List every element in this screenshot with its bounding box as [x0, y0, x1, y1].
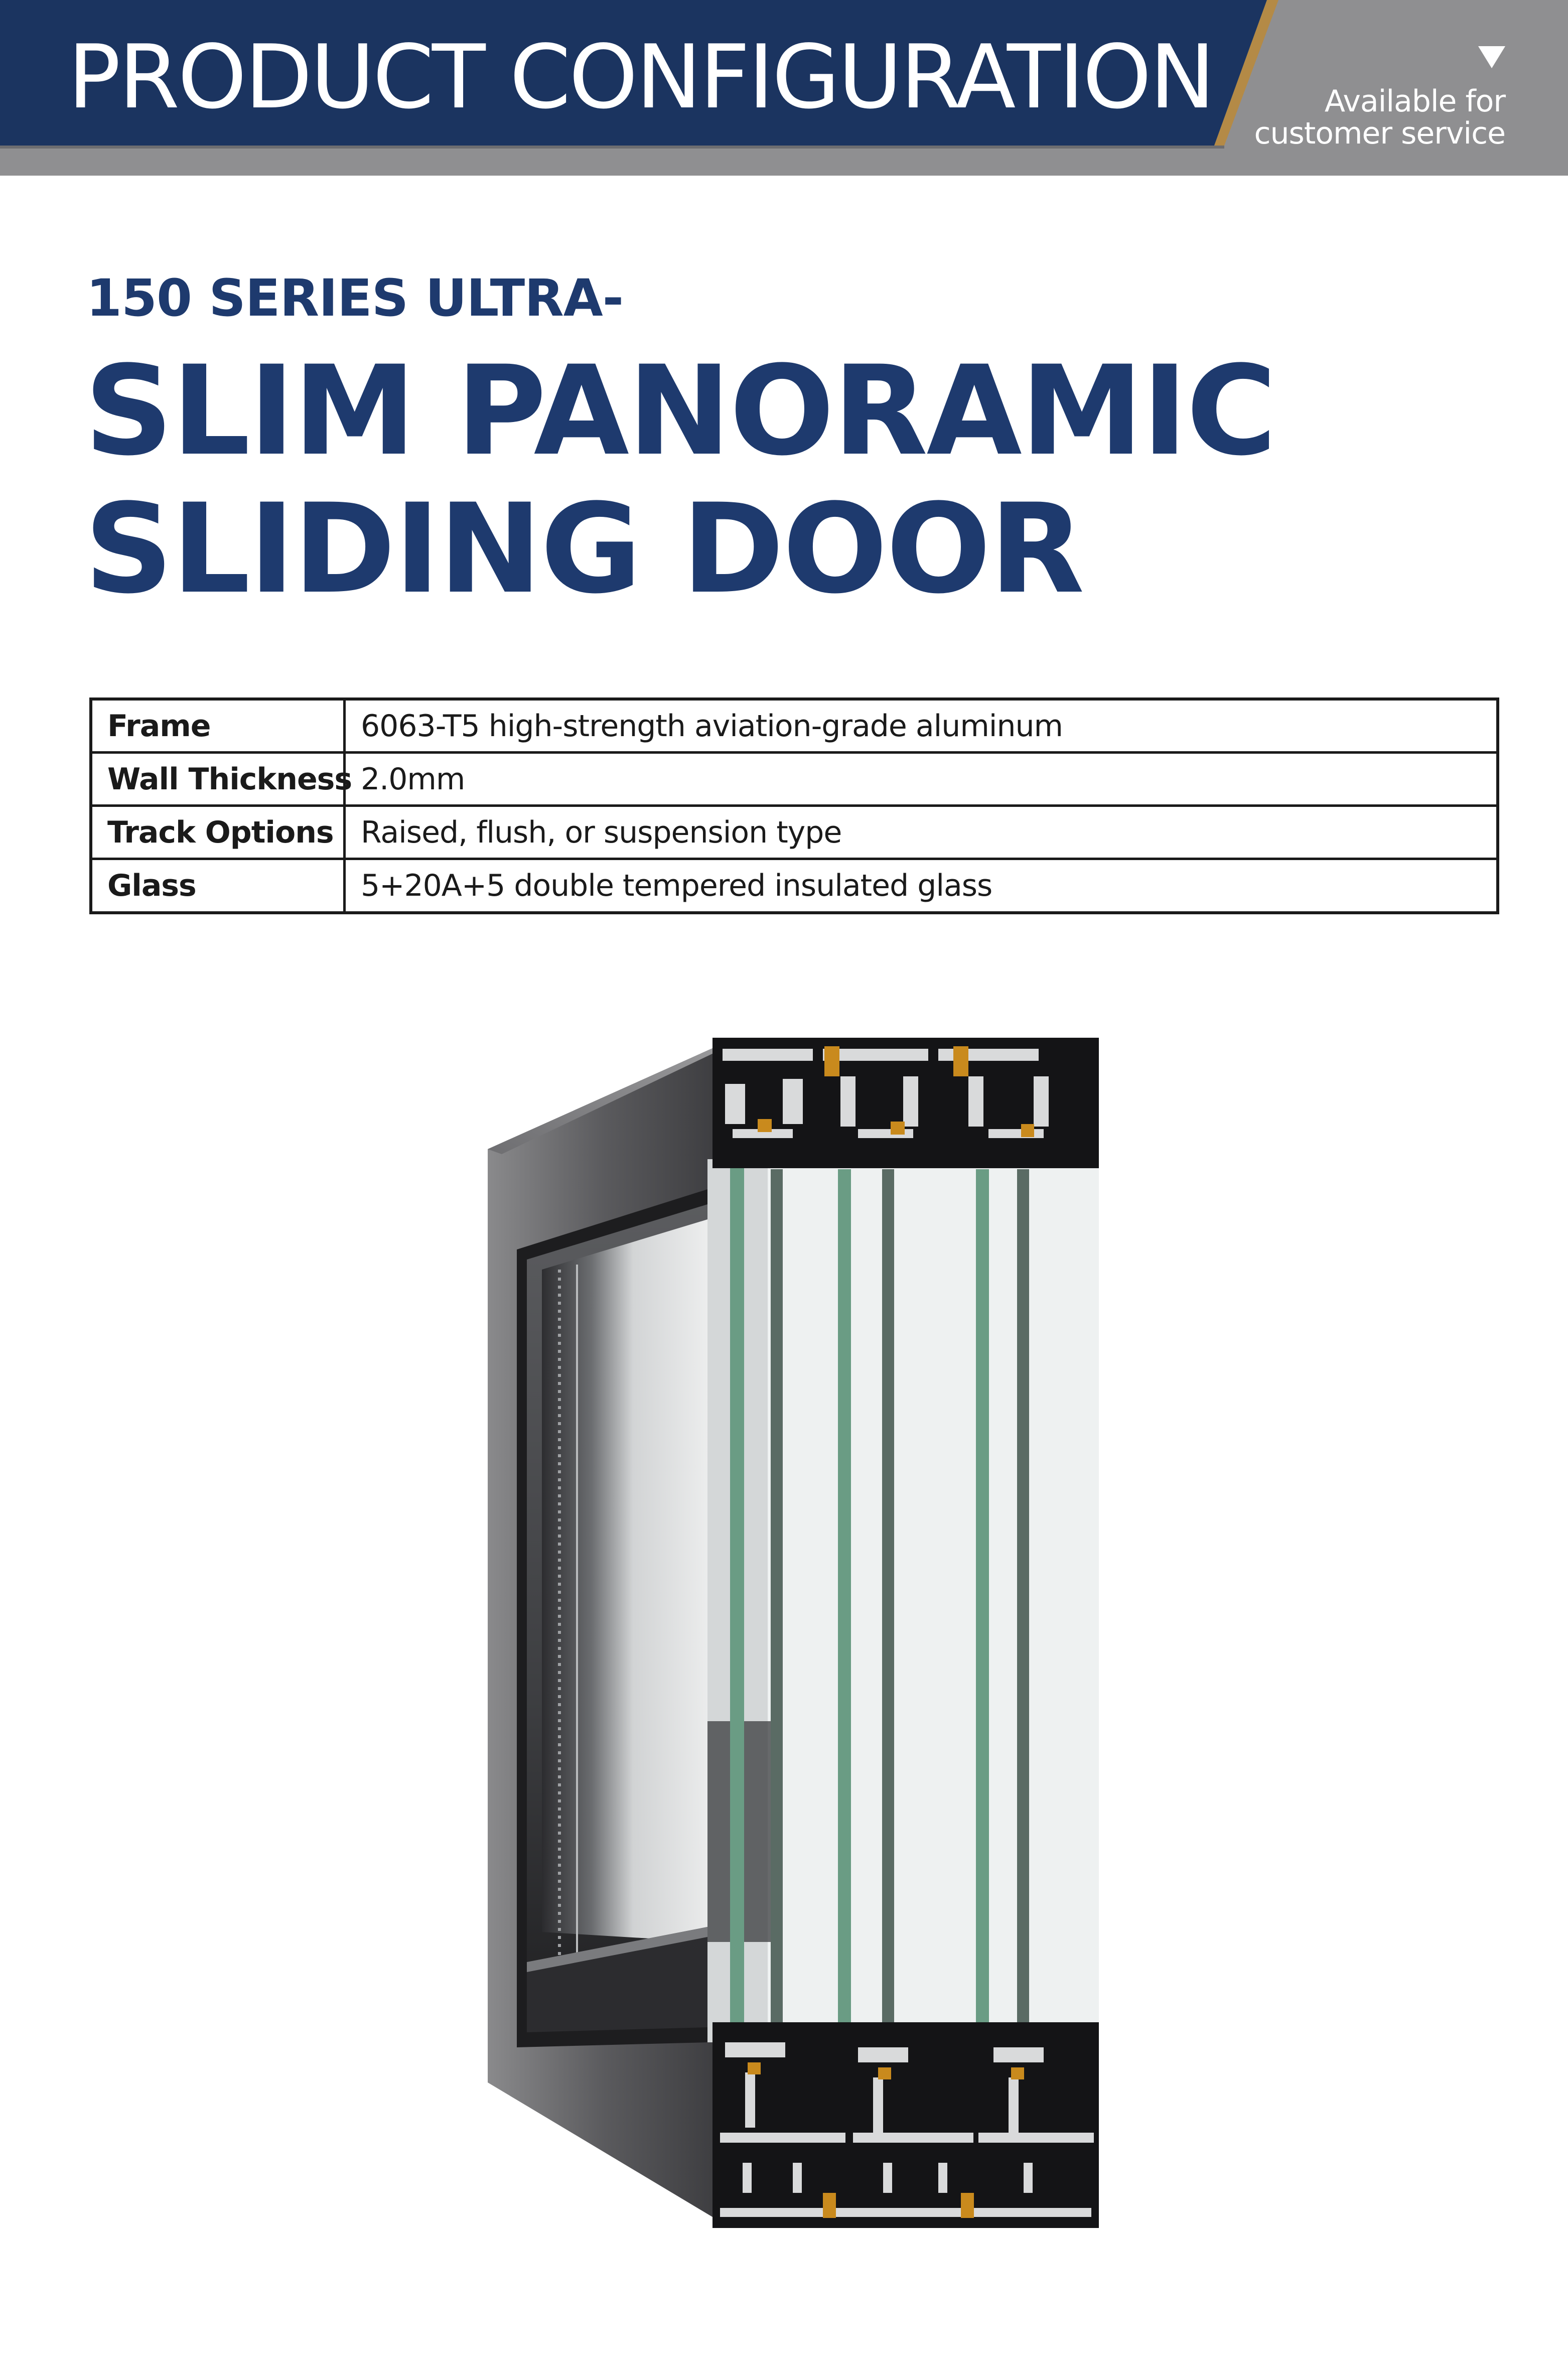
header-banner	[0, 0, 1568, 176]
spec-value: Raised, flush, or suspension type	[361, 814, 842, 850]
spec-value: 6063-T5 high-strength aviation-grade aluminum	[361, 708, 1063, 744]
spec-row-track-options	[92, 807, 1496, 860]
customer-service-note[interactable]	[1254, 46, 1505, 150]
product-subtitle: 150 SERIES ULTRA-	[86, 268, 624, 328]
column-divider	[343, 807, 346, 858]
service-line-1: Available for	[1324, 84, 1505, 119]
triangle-down-icon	[1478, 46, 1505, 68]
spec-label: Track Options	[107, 814, 334, 850]
spec-label: Wall Thickness	[107, 761, 352, 797]
page-title: PRODUCT CONFIGURATION	[68, 27, 1214, 128]
spec-row-frame	[92, 701, 1496, 754]
spec-label: Frame	[107, 708, 211, 744]
spec-value: 5+20A+5 double tempered insulated glass	[361, 868, 992, 903]
product-title-line-1: SLIM PANORAMIC	[84, 340, 1275, 483]
spec-label: Glass	[107, 868, 196, 903]
spec-value: 2.0mm	[361, 761, 465, 797]
spec-table	[89, 698, 1499, 914]
service-line-2: customer service	[1254, 116, 1505, 151]
sliding-door-profile-image	[472, 1029, 1104, 2233]
product-title-line-2: SLIDING DOOR	[84, 478, 1083, 621]
column-divider	[343, 860, 346, 911]
column-divider	[343, 701, 346, 751]
spec-row-glass	[92, 860, 1496, 911]
spec-row-wall-thickness	[92, 754, 1496, 807]
